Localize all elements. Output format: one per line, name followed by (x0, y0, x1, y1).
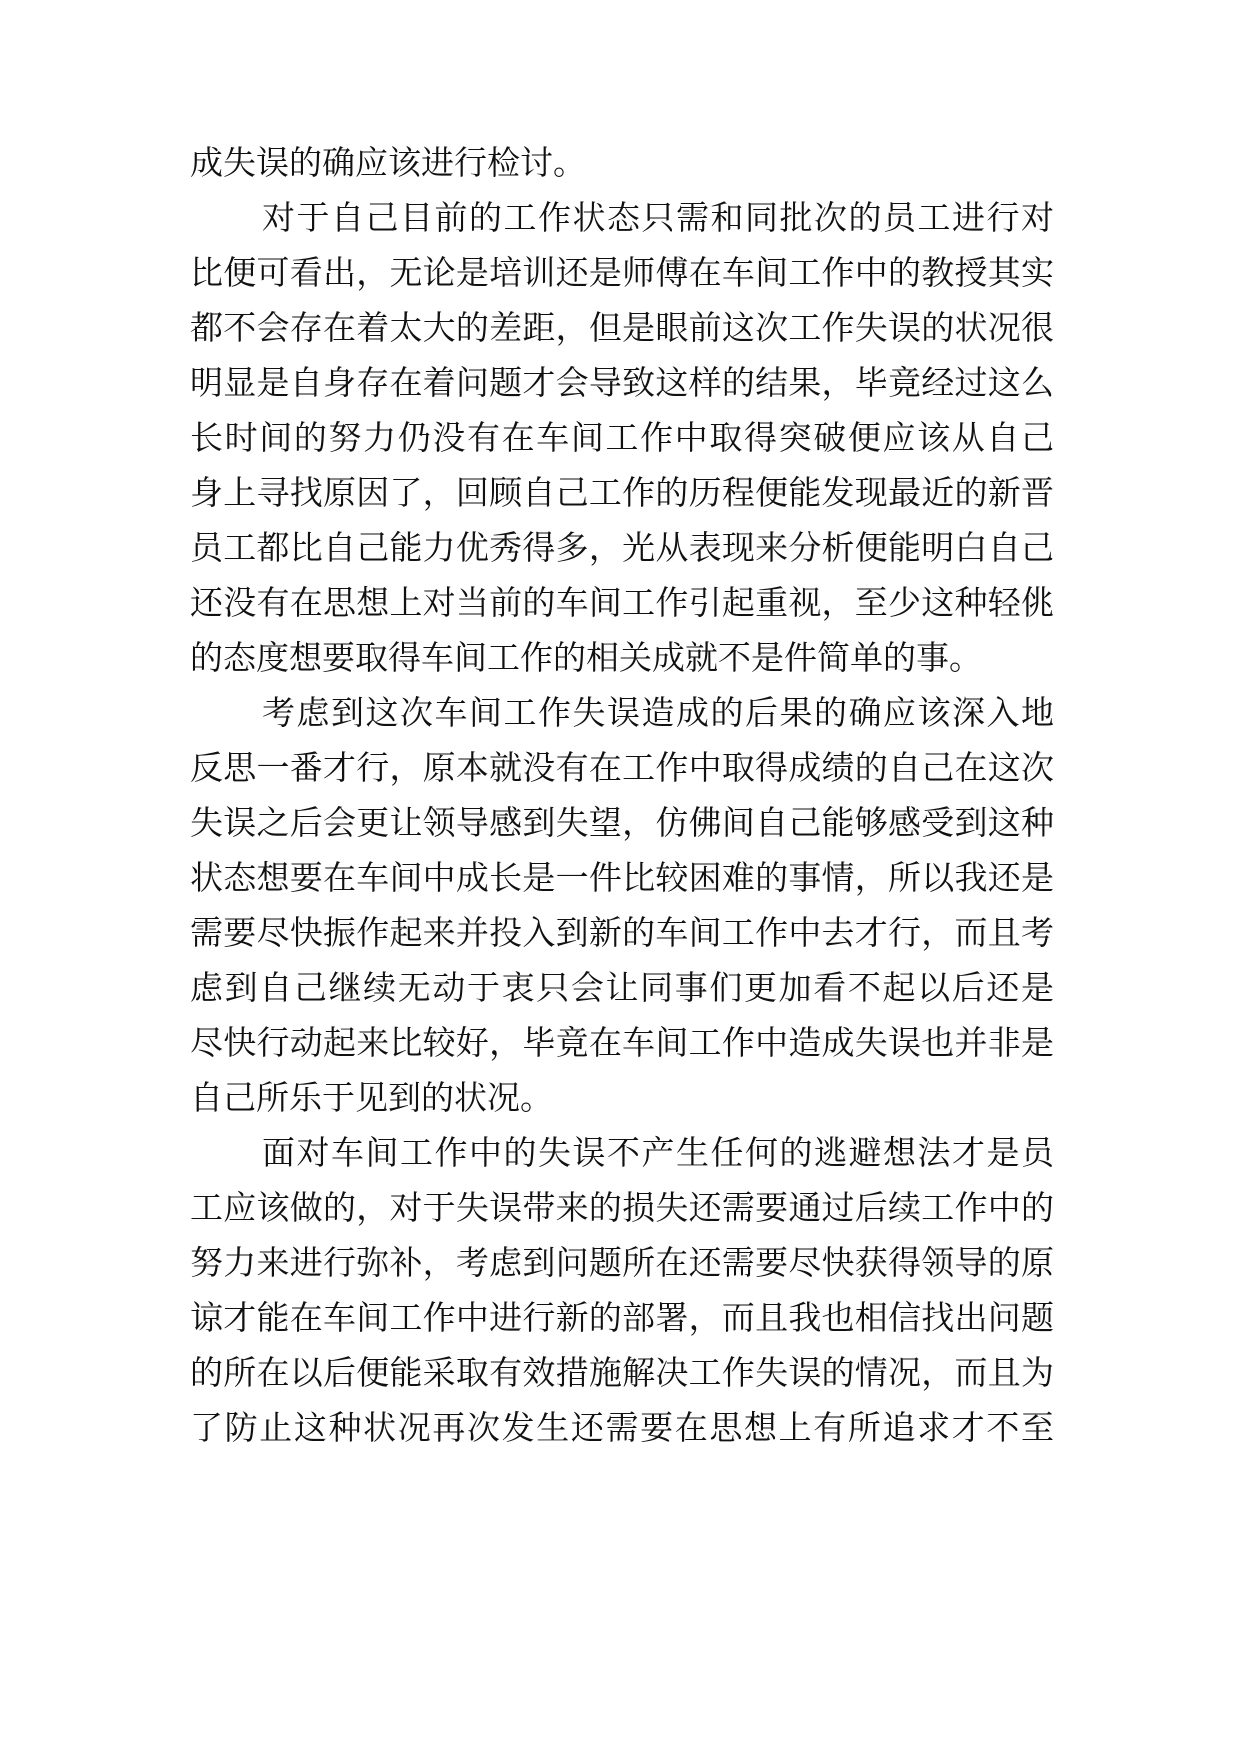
text-line: 工应该做的，对于失误带来的损失还需要通过后续工作中的 (190, 1188, 1054, 1227)
text-line: 都不会存在着太大的差距，但是眼前这次工作失误的状况很 (190, 308, 1054, 347)
text-line: 尽快行动起来比较好，毕竟在车间工作中造成失误也并非是 (190, 1023, 1054, 1062)
text-line: 明显是自身存在着问题才会导致这样的结果，毕竟经过这么 (190, 363, 1054, 402)
text-line: 需要尽快振作起来并投入到新的车间工作中去才行，而且考 (190, 913, 1054, 952)
text-line: 比便可看出，无论是培训还是师傅在车间工作中的教授其实 (190, 253, 1054, 292)
text-line: 状态想要在车间中成长是一件比较困难的事情，所以我还是 (190, 858, 1054, 897)
text-line: 的所在以后便能采取有效措施解决工作失误的情况，而且为 (190, 1353, 1054, 1392)
text-line: 还没有在思想上对当前的车间工作引起重视，至少这种轻佻 (190, 583, 1054, 622)
paragraph-first-line: 考虑到这次车间工作失误造成的后果的确应该深入地 (262, 693, 1054, 732)
text-line: 自己所乐于见到的状况。 (190, 1078, 553, 1117)
text-line: 失误之后会更让领导感到失望，仿佛间自己能够感受到这种 (190, 803, 1054, 842)
paragraph-first-line: 面对车间工作中的失误不产生任何的逃避想法才是员 (262, 1133, 1054, 1172)
paragraph-first-line: 对于自己目前的工作状态只需和同批次的员工进行对 (262, 198, 1054, 237)
text-line: 反思一番才行，原本就没有在工作中取得成绩的自己在这次 (190, 748, 1054, 787)
text-line: 身上寻找原因了，回顾自己工作的历程便能发现最近的新晋 (190, 473, 1054, 512)
text-line: 虑到自己继续无动于衷只会让同事们更加看不起以后还是 (190, 968, 1054, 1007)
text-line: 长时间的努力仍没有在车间工作中取得突破便应该从自己 (190, 418, 1054, 457)
text-line: 员工都比自己能力优秀得多，光从表现来分析便能明白自己 (190, 528, 1054, 567)
text-line: 谅才能在车间工作中进行新的部署，而且我也相信找出问题 (190, 1298, 1054, 1337)
text-line: 努力来进行弥补，考虑到问题所在还需要尽快获得领导的原 (190, 1243, 1054, 1282)
text-line: 的态度想要取得车间工作的相关成就不是件简单的事。 (190, 638, 982, 677)
text-line: 了防止这种状况再次发生还需要在思想上有所追求才不至 (190, 1408, 1054, 1447)
text-line: 成失误的确应该进行检讨。 (190, 143, 586, 182)
